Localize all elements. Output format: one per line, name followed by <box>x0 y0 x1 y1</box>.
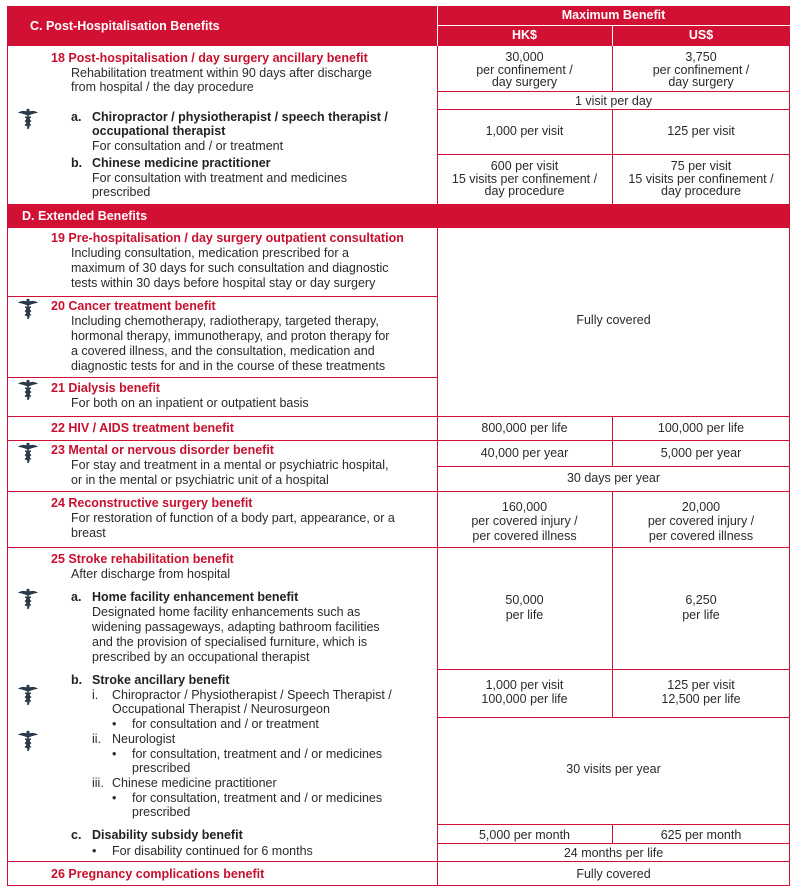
benefit-23-desc: or in the mental or psychiatric unit of a hospital <box>71 473 329 487</box>
benefit-18b-desc: For consultation with treatment and medicines <box>92 171 347 185</box>
benefit-26-value: Fully covered <box>576 867 651 881</box>
row-line <box>7 296 437 297</box>
benefit-25b-ii: prescribed <box>132 761 191 775</box>
benefit-25b-hkd: 100,000 per life <box>481 692 568 706</box>
benefit-25a-letter: a. <box>71 590 82 604</box>
benefit-25b-ii: for consultation, treatment and / or medicines <box>132 747 383 761</box>
left-border <box>7 228 8 886</box>
benefit-18b-letter: b. <box>71 156 83 170</box>
benefit-18-hkd: per confinement / <box>476 63 573 77</box>
benefit-18a-title: Chiropractor / physiotherapist / speech therapist / <box>92 110 388 124</box>
benefit-25c-usd: 625 per month <box>660 828 742 842</box>
benefit-24-desc: breast <box>71 526 106 540</box>
benefit-18-hkd: 30,000 <box>505 50 544 64</box>
row-line <box>437 717 790 718</box>
benefit-25a-desc: widening passageways, adapting bathroom facilities <box>92 620 380 634</box>
benefit-19-desc: Including consultation, medication prescribed for a <box>71 246 349 260</box>
benefit-18-title: 18 Post-hospitalisation / day surgery ancillary benefit <box>51 51 368 65</box>
benefit-25a-title: Home facility enhancement benefit <box>92 590 299 604</box>
benefit-24-usd: per covered injury / <box>647 514 755 528</box>
benefit-18b-usd: 75 per visit <box>670 159 732 173</box>
benefit-24-hkd: per covered illness <box>472 529 577 543</box>
caduceus-icon <box>17 442 39 464</box>
benefit-20-desc: diagnostic tests for and in the course of these treatments <box>71 359 386 373</box>
benefit-25b-iii: for consultation, treatment and / or medicines <box>132 791 383 805</box>
benefit-22-usd: 100,000 per life <box>657 421 745 435</box>
caduceus-icon <box>17 108 39 130</box>
row-line <box>437 843 790 844</box>
benefit-25c-title: Disability subsidy benefit <box>92 828 243 842</box>
benefit-21-desc: For both on an inpatient or outpatient basis <box>71 396 309 410</box>
row-line <box>7 377 437 378</box>
benefit-18-desc: Rehabilitation treatment within 90 days after discharge <box>71 66 372 80</box>
caduceus-icon <box>17 730 39 752</box>
benefit-25-desc: After discharge from hospital <box>71 567 231 581</box>
benefit-23-limit: 30 days per year <box>566 471 661 485</box>
benefit-18a-letter: a. <box>71 110 82 124</box>
benefit-25b-i: Chiropractor / Physiotherapist / Speech Therapist / <box>112 688 392 702</box>
benefit-18-limit: 1 visit per day <box>574 94 653 108</box>
benefit-19-desc: tests within 30 days before hospital stay or day surgery <box>71 276 376 290</box>
benefit-25a-desc: and the provision of specialised furniture, which is <box>92 635 368 649</box>
benefit-18b-hkd: 15 visits per confinement / <box>451 172 598 186</box>
benefit-25b-title: Stroke ancillary benefit <box>92 673 230 687</box>
row-line <box>7 440 790 441</box>
benefit-26-title: 26 Pregnancy complications benefit <box>51 867 265 881</box>
benefit-22-title: 22 HIV / AIDS treatment benefit <box>51 421 234 435</box>
row-line <box>7 416 790 417</box>
row-line <box>7 491 790 492</box>
benefit-25a-hkd: 50,000 <box>505 593 544 607</box>
benefit-25c-limit: 24 months per life <box>563 846 664 860</box>
bullet: • <box>112 717 117 731</box>
benefit-18-hkd: day surgery <box>491 75 558 89</box>
benefit-22-hkd: 800,000 per life <box>481 421 568 435</box>
benefit-18-usd: day surgery <box>668 75 734 89</box>
table-bottom <box>7 885 790 886</box>
section-c-title: C. Post-Hospitalisation Benefits <box>30 19 220 33</box>
row-line <box>437 91 790 92</box>
benefit-20-desc: a covered illness, and the consultation, medication and <box>71 344 375 358</box>
benefit-25b-usd: 12,500 per life <box>661 692 741 706</box>
benefit-23-desc: For stay and treatment in a mental or psychiatric hospital, <box>71 458 389 472</box>
benefit-23-title: 23 Mental or nervous disorder benefit <box>51 443 274 457</box>
benefit-25b-hkd: 1,000 per visit <box>485 678 564 692</box>
benefit-25a-desc: Designated home facility enhancements such as <box>92 605 361 619</box>
hkd-header: HK$ <box>511 28 537 42</box>
benefit-25b-iii: Chinese medicine practitioner <box>112 776 277 790</box>
benefit-23-usd: 5,000 per year <box>660 446 742 460</box>
benefit-25b-numeral: iii. <box>92 776 104 790</box>
benefit-25b-usd: 125 per visit <box>667 678 735 692</box>
benefit-24-desc: For restoration of function of a body part, appearance, or a <box>71 511 395 525</box>
row-line <box>437 109 790 110</box>
benefit-18a-title: occupational therapist <box>92 124 226 138</box>
row-line <box>7 547 790 548</box>
benefit-18-desc: from hospital / the day procedure <box>71 80 254 94</box>
benefit-18-usd: 3,750 <box>685 50 717 64</box>
benefit-18a-usd: 125 per visit <box>667 124 735 138</box>
bullet: • <box>92 844 97 858</box>
benefit-20-title: 20 Cancer treatment benefit <box>51 299 216 313</box>
header-divider-h <box>437 25 790 26</box>
caduceus-icon <box>17 298 39 320</box>
benefit-25b-limit: 30 visits per year <box>566 762 661 776</box>
left-border <box>7 46 8 204</box>
benefit-18a-hkd: 1,000 per visit <box>485 124 564 138</box>
caduceus-icon <box>17 684 39 706</box>
benefit-18b-title: Chinese medicine practitioner <box>92 156 271 170</box>
benefit-18b-usd: 15 visits per confinement / <box>628 172 774 186</box>
benefit-24-usd: per covered illness <box>648 529 754 543</box>
benefit-25c-desc: For disability continued for 6 months <box>112 844 313 858</box>
benefit-18b-hkd: 600 per visit <box>490 159 559 173</box>
row-line <box>437 154 790 155</box>
benefit-20-desc: Including chemotherapy, radiotherapy, targeted therapy, <box>71 314 379 328</box>
benefit-25a-usd: 6,250 <box>685 593 717 607</box>
caduceus-icon <box>17 379 39 401</box>
benefit-20-desc: hormonal therapy, immunotherapy, and proton therapy for <box>71 329 390 343</box>
benefit-24-title: 24 Reconstructive surgery benefit <box>51 496 253 510</box>
benefit-24-hkd: 160,000 <box>501 500 548 514</box>
benefit-25b-ii: Neurologist <box>112 732 176 746</box>
benefit-18b-usd: day procedure <box>661 184 741 198</box>
row-line <box>437 466 790 467</box>
benefit-25b-iii: prescribed <box>132 805 191 819</box>
benefit-25-title: 25 Stroke rehabilitation benefit <box>51 552 234 566</box>
row-line <box>437 669 790 670</box>
benefit-18b-desc: prescribed <box>92 185 151 199</box>
benefit-25c-hkd: 5,000 per month <box>478 828 571 842</box>
section-d-title: D. Extended Benefits <box>22 209 148 223</box>
caduceus-icon <box>17 588 39 610</box>
benefits-19-21-value: Fully covered <box>576 313 651 327</box>
benefit-21-title: 21 Dialysis benefit <box>51 381 161 395</box>
benefit-23-hkd: 40,000 per year <box>480 446 569 460</box>
bullet: • <box>112 747 117 761</box>
benefit-18a-desc: For consultation and / or treatment <box>92 139 284 153</box>
benefit-25b-letter: b. <box>71 673 83 687</box>
row-line <box>7 861 790 862</box>
benefit-24-usd: 20,000 <box>681 500 721 514</box>
benefit-25b-numeral: i. <box>92 688 99 702</box>
benefit-25a-hkd: per life <box>505 608 544 622</box>
max-benefit-header: Maximum Benefit <box>561 8 666 22</box>
benefit-19-title: 19 Pre-hospitalisation / day surgery outpatient consultation <box>51 231 404 245</box>
benefit-25c-letter: c. <box>71 828 82 842</box>
benefit-24-hkd: per covered injury / <box>471 514 578 528</box>
benefit-25b-numeral: ii. <box>92 732 102 746</box>
benefit-18b-hkd: day procedure <box>484 184 565 198</box>
benefit-25b-i: for consultation and / or treatment <box>132 717 319 731</box>
usd-header: US$ <box>688 28 714 42</box>
benefit-18-usd: per confinement / <box>652 63 750 77</box>
row-line <box>437 824 790 825</box>
benefit-25a-usd: per life <box>682 608 720 622</box>
bullet: • <box>112 791 117 805</box>
benefit-25a-desc: prescribed by an occupational therapist <box>92 650 310 664</box>
benefit-19-desc: maximum of 30 days for such consultation and diagnostic <box>71 261 389 275</box>
benefit-25b-i: Occupational Therapist / Neurosurgeon <box>112 702 330 716</box>
